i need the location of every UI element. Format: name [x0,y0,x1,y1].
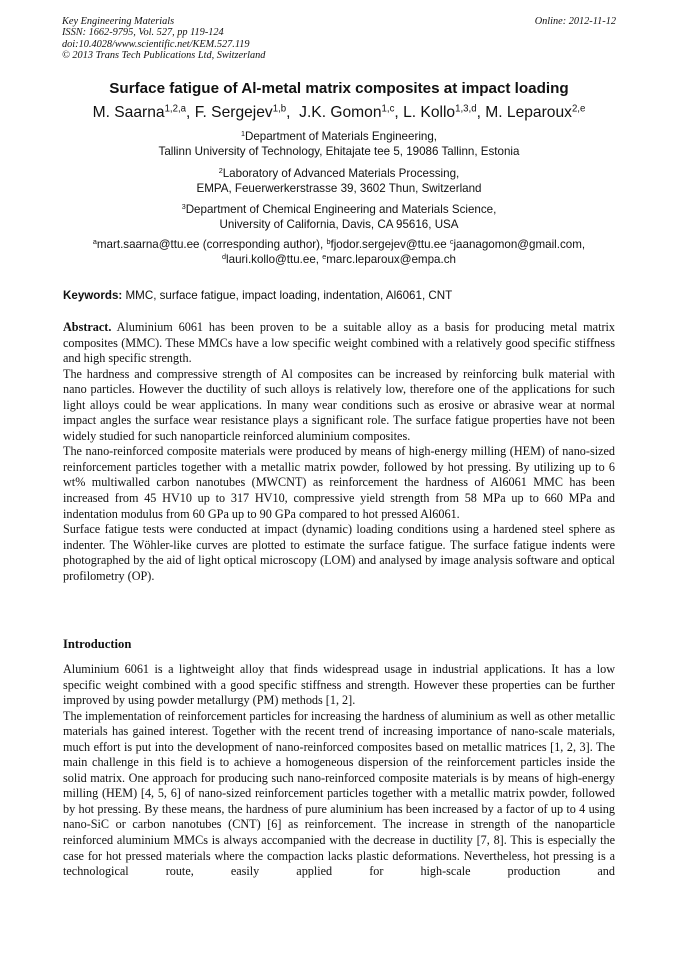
email-mark: a [92,237,97,247]
author-affiliation-mark: 1,2,a [164,103,187,115]
abstract-paragraph: Surface fatigue tests were conducted at impact (dynamic) loading conditions using a hardened steel sphere as indenter. The Wöhler-like curves are plotted to estimate the surface fatigue. The surface fatigue indents were photographed by the aid of light optical microscopy (LOM) and analysed by image analysis software and optical profilometry (OP). [63,522,615,583]
intro-paragraph: Aluminium 6061 is a lightweight alloy that finds widespread usage in industrial applications. It has a low specific weight combined with a good specific stiffness and strength. However these properties can be further improved by using powder metallurgy (PM) methods [1, 2]. [63,662,615,708]
author-name: M. Saarna [92,104,165,121]
journal-name: Key Engineering Materials [62,16,175,27]
author-separator: , [476,104,486,121]
author-affiliation-mark: 1,c [381,103,395,115]
online-date: Online: 2012-11-12 [534,16,616,27]
email-mark: b [326,237,331,247]
journal-copyright: © 2013 Trans Tech Publications Ltd, Switzerland [62,50,266,62]
journal-issn: ISSN: 1662-9795, Vol. 527, pp 119-124 [62,27,224,39]
author-separator: , [186,104,195,121]
author-affiliation-mark: 2,e [571,103,586,115]
author-affiliation-mark: 1,3,d [455,103,477,115]
journal-doi: doi:10.4028/www.scientific.net/KEM.527.119 [62,38,250,50]
abstract-paragraph [63,320,615,367]
author-name: F. Sergejev [194,104,273,121]
email-address[interactable]: lauri.kollo@ttu.ee, [226,252,323,266]
author-emails [62,238,616,267]
affiliation-mark: 2 [218,166,223,176]
affiliation-1 [62,130,616,159]
abstract-text: Aluminium 6061 has been proven to be a suitable alloy as a basis for producing metal matrix composites (MMC). These MMCs have a low specific weight combined with a relatively good specific stiffness and high specific strength. [63,320,615,366]
affiliation-2 [62,167,616,196]
email-mark: d [222,251,227,261]
keywords-label: Keywords: [63,289,123,302]
abstract-label: Abstract. [63,320,112,334]
author-separator: , [286,104,300,121]
email-address[interactable]: jaanagomon@gmail.com, [453,238,586,251]
affiliation-line: Tallinn University of Technology, Ehitajate tee 5, 19086 Tallinn, Estonia [158,144,520,158]
paper-title: Surface fatigue of Al-metal matrix composites at impact loading [109,80,569,97]
email-address[interactable]: marc.leparoux@empa.ch [326,252,456,266]
author-name: J.K. Gomon [299,104,382,121]
affiliation-line: University of California, Davis, CA 95616, USA [219,217,459,231]
introduction [63,662,615,880]
intro-paragraph: The implementation of reinforcement particles for increasing the hardness of aluminium as well as other metallic materials has gained interest. Together with the recent trend of increasing importance of nano-scale materials, much effort is put into the development of nano-reinforced composites based on metallic matrices [1, 2, 3]. The main challenge in this field is to achieve a homogeneous dispersion of the reinforcement particles inside the solid matrix. One approach for producing such nano-reinforced composite materials is by means of high-energy milling (HEM) [4, 5, 6] of nano-sized reinforcement particles together with a metallic matrix powder, followed by hot pressing. By these means, the hardness of pure aluminium has been increased by a factor of up to 4 using nano-SiC or carbon nanotubes (CNT) [6] as reinforcement. The increase in strength of the nanoparticle reinforced aluminium MMCs is always accompanied with the decrease in ductility [7, 8]. This is especially the case for hot pressed materials where the compaction lacks plastic deformations. Nevertheless, hot pressing is a technological route, easily applied for high-scale production and [63,708,615,879]
affiliation-3 [62,203,616,232]
author-name: L. Kollo [403,104,456,121]
email-mark: e [322,251,327,261]
affiliation-line: EMPA, Feuerwerkerstrasse 39, 3602 Thun, Switzerland [196,181,482,195]
email-address[interactable]: mart.saarna@ttu.ee (corresponding author), [96,238,327,251]
abstract-paragraph: The hardness and compressive strength of Al composites can be increased by reinforcing bulk material with nano particles. However the ductility of such alloys is relatively low, therefore one of the applications for such light alloys could be wear applications. In many wear conditions such as erosive or abrasive wear at normal impact angles the surface wear resistance plays a significant role. The surface fatigue properties have not been widely studied for such nanoparticle reinforced aluminium composites. [63,366,615,443]
affiliation-mark: 3 [181,202,186,212]
email-address[interactable]: fjodor.sergejev@ttu.ee [330,238,450,251]
author-list [62,104,616,122]
affiliation-line: Laboratory of Advanced Materials Processing, [222,167,460,180]
abstract-paragraph: The nano-reinforced composite materials were produced by means of high-energy milling (HEM) of nano-sized reinforcement particles together with a metallic matrix powder, followed by hot pressing. By utilizing up to 6 wt% multiwalled carbon nanotubes (MWCNT) as reinforcement the hardness of Al6061 MMC has been increased from 45 HV10 up to 317 HV10, compressive yield strength from 58 MPa up to 660 MPa and indentation modulus from 60 GPa up to 90 GPa compared to hot pressed Al6061. [63,444,615,521]
author-name: M. Leparoux [485,104,572,121]
affiliation-line: Department of Materials Engineering, [244,130,438,143]
abstract [63,320,615,584]
section-heading: Introduction [63,637,132,651]
affiliation-mark: 1 [240,129,245,139]
author-affiliation-mark: 1,b [272,103,287,115]
author-separator: , [394,104,404,121]
keywords [63,289,617,302]
journal-header [62,16,616,62]
email-mark: c [449,237,454,247]
keywords-text: MMC, surface fatigue, impact loading, indentation, Al6061, CNT [122,289,453,302]
affiliation-line: Department of Chemical Engineering and Materials Science, [185,203,497,216]
